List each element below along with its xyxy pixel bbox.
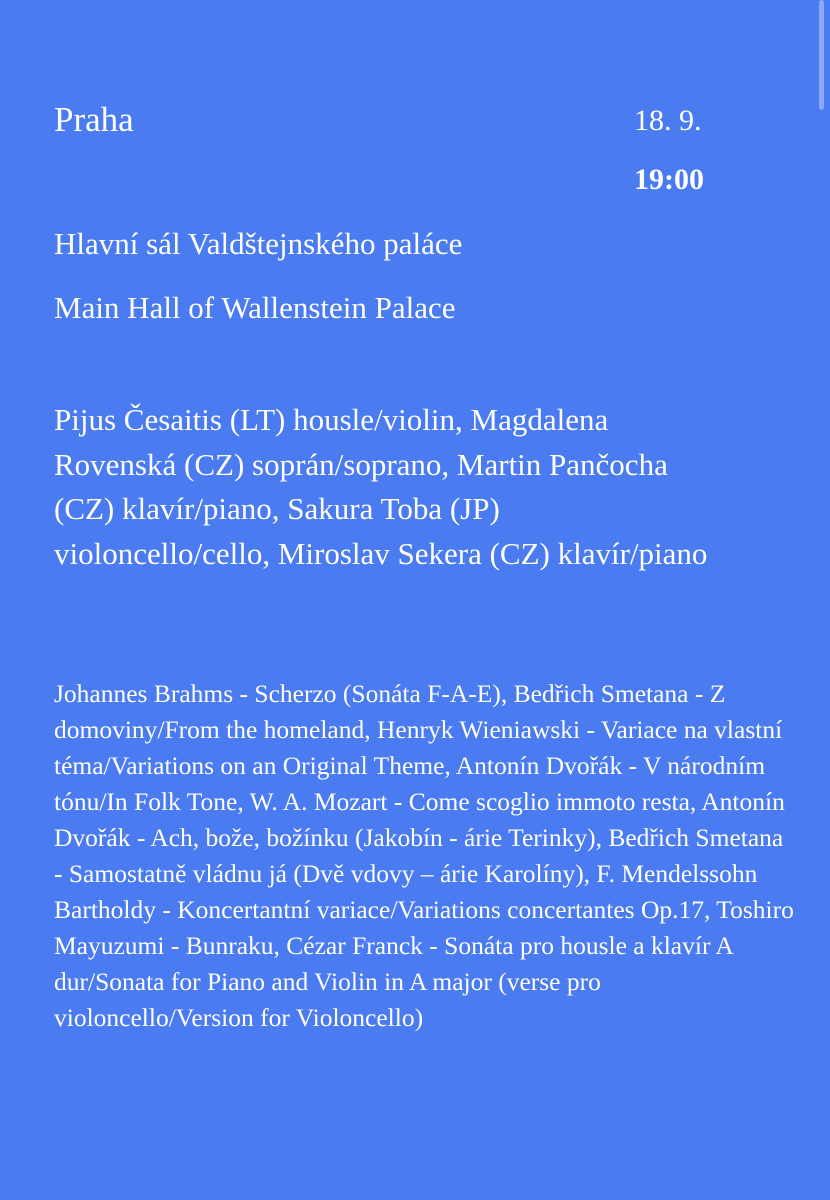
scrollbar[interactable]: [819, 0, 824, 110]
venue-name-czech: Hlavní sál Valdštejnského paláce: [54, 226, 463, 261]
event-date: 18. 9.: [634, 104, 702, 137]
event-time: 19:00: [634, 163, 704, 196]
performers-list: Pijus Česaitis (LT) housle/violin, Magdalena Rovenská (CZ) soprán/soprano, Martin Pančocha (CZ) klavír/piano, Sakura Toba (JP) violoncello/cello, Miroslav Sekera (CZ) klavír/piano: [54, 402, 708, 571]
program-list: Johannes Brahms - Scherzo (Sonáta F-A-E), Bedřich Smetana - Z domoviny/From the homeland, Henryk Wieniawski - Variace na vlastní téma/Variations on an Original Theme, Antonín Dvořák - V národním tónu/In Folk Tone, W. A. Mozart - Come scoglio immoto resta, Antonín Dvořák - Ach, bože, božínku (Jakobín - árie Terinky), Bedřich Smetana - Samostatně vládnu já (Dvě vdovy – árie Karolíny), F. Mendelssohn Bartholdy - Koncertantní variace/Variations concertantes Op.17, Toshiro Mayuzumi - Bunraku, Cézar Franck - Sonáta pro housle a klavír A dur/Sonata for Piano and Violin in A major (verse pro violoncello/Version for Violoncello): [54, 679, 794, 1032]
venue-name-english: Main Hall of Wallenstein Palace: [54, 290, 456, 325]
event-city: Praha: [54, 100, 134, 139]
